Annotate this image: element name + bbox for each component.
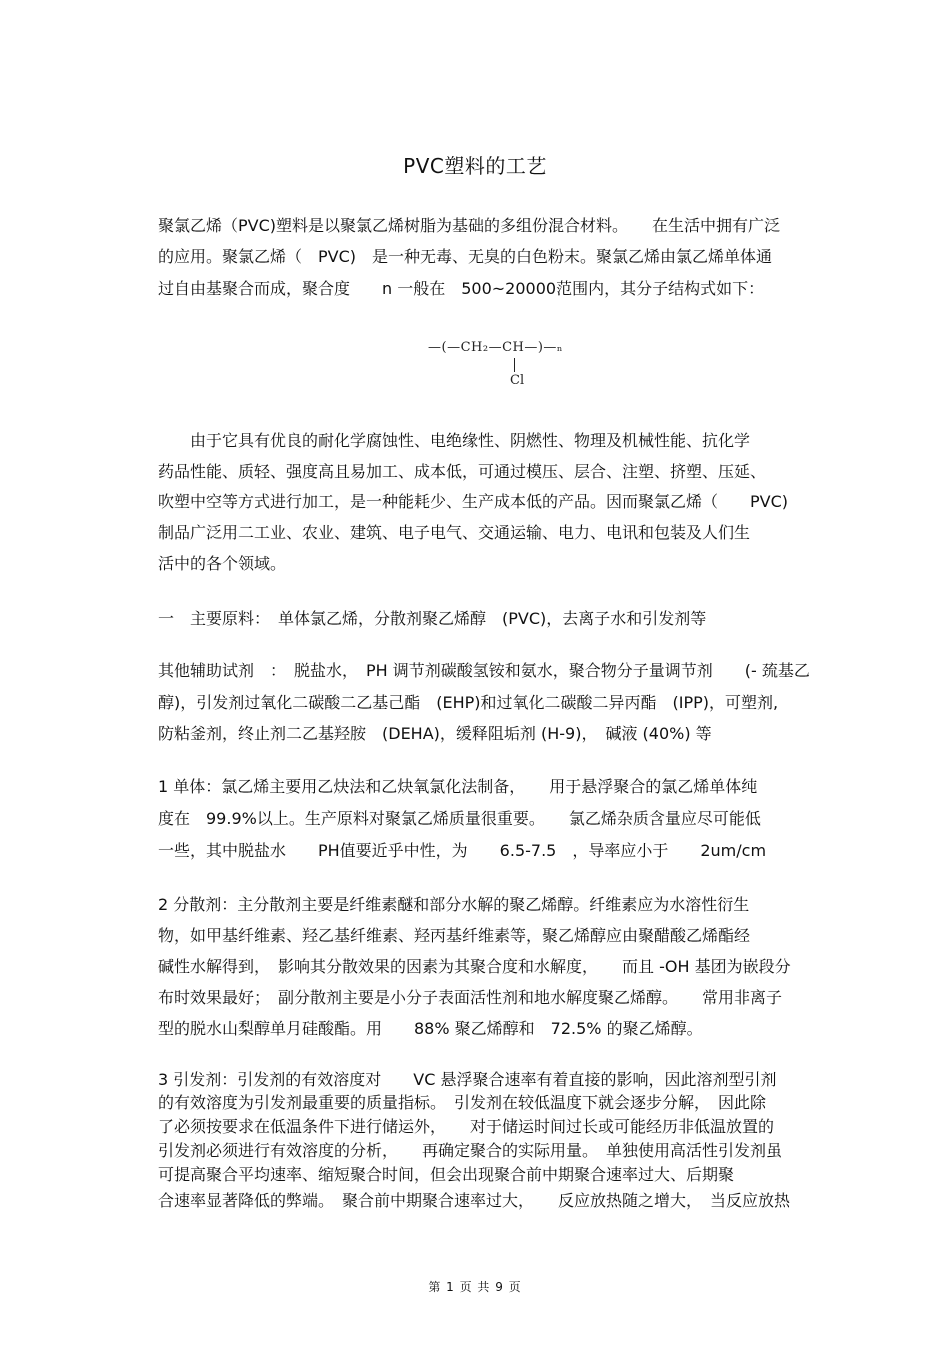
text-line: 2 分散剂：主分散剂主要是纤维素醚和部分水解的聚乙烯醇。纤维素应为水溶性衍生 — [158, 895, 750, 914]
pvc-structural-formula — [428, 340, 598, 392]
text-line: 物，如甲基纤维素、羟乙基纤维素、羟丙基纤维素等，聚乙烯醇应由聚醋酸乙烯酯经 — [158, 926, 751, 945]
formula-main-chain: —(—CH₂—CH—)—ₙ — [428, 340, 564, 355]
text-line: 其他辅助试剂 ： 脱盐水， PH 调节剂碳酸氢铵和氨水，聚合物分子量调节剂 (- 巯基乙 — [158, 661, 810, 680]
text-line: 一些，其中脱盐水 PH值要近乎中性，为 6.5-7.5 ，导率应小于 2um/cm — [158, 841, 767, 860]
text-line: 3 引发剂：引发剂的有效溶度对 VC 悬浮聚合速率有着直接的影响，因此溶剂型引剂 — [158, 1070, 777, 1089]
text-line: 1 单体：氯乙烯主要用乙炔法和乙炔氧氯化法制备， 用于悬浮聚合的氯乙烯单体纯 — [158, 777, 758, 796]
text-line: 布时效果最好； 副分散剂主要是小分子表面活性剂和地水解度聚乙烯醇。 常用非离子 — [158, 988, 783, 1007]
text-line: 药品性能、质轻、强度高且易加工、成本低，可通过模压、层合、注塑、挤塑、压延、 — [158, 462, 767, 481]
text-line: 的有效溶度为引发剂最重要的质量指标。 引发剂在较低温度下就会逐步分解， 因此除 — [158, 1093, 767, 1112]
formula-chlorine: Cl — [510, 373, 525, 388]
text-line: 聚氯乙烯（PVC)塑料是以聚氯乙烯树脂为基础的多组份混合材料。 在生活中拥有广泛 — [158, 216, 781, 235]
text-line: 了必须按要求在低温条件下进行储运外， 对于储运时间过长或可能经历非低温放置的 — [158, 1117, 775, 1136]
text-line: 醇)，引发剂过氧化二碳酸二乙基己酯 (EHP)和过氧化二碳酸二异丙酯 (IPP)，可塑剂, — [158, 693, 779, 712]
text-line: 可提高聚合平均速率、缩短聚合时间，但会出现聚合前中期聚合速率过大、后期聚 — [158, 1165, 735, 1184]
formula-bond — [514, 358, 515, 372]
text-line: 制品广泛用二工业、农业、建筑、电子电气、交通运输、电力、电讯和包装及人们生 — [158, 523, 751, 542]
text-line: 一 主要原料： 单体氯乙烯，分散剂聚乙烯醇 (PVC)，去离子水和引发剂等 — [158, 609, 707, 628]
text-line: 度在 99.9%以上。生产原料对聚氯乙烯质量很重要。 氯乙烯杂质含量应尽可能低 — [158, 809, 761, 828]
text-line: 防粘釜剂，终止剂二乙基羟胺 (DEHA)，缓释阻垢剂 (H-9)， 碱液 (40%) 等 — [158, 724, 712, 743]
text-line: 活中的各个领域。 — [158, 554, 287, 573]
text-line: 碱性水解得到， 影响其分散效果的因素为其聚合度和水解度， 而且 -OH 基团为嵌段分 — [158, 957, 791, 976]
text-line: 型的脱水山梨醇单月硅酸酯。用 88% 聚乙烯醇和 72.5% 的聚乙烯醇。 — [158, 1019, 703, 1038]
document-title: PVC塑料的工艺 — [403, 154, 547, 178]
text-line: 引发剂必须进行有效溶度的分析， 再确定聚合的实际用量。 单独使用高活性引发剂虽 — [158, 1141, 783, 1160]
page-footer: 第 1 页 共 9 页 — [428, 1280, 522, 1294]
text-line: 合速率显著降低的弊端。 聚合前中期聚合速率过大， 反应放热随之增大， 当反应放热 — [158, 1191, 791, 1210]
text-line: 吹塑中空等方式进行加工，是一种能耗少、生产成本低的产品。因而聚氯乙烯（ PVC) — [158, 492, 789, 511]
text-line: 过自由基聚合而成，聚合度 n 一般在 500~20000范围内，其分子结构式如下： — [158, 279, 765, 298]
text-line: 的应用。聚氯乙烯（ PVC) 是一种无毒、无臭的白色粉末。聚氯乙烯由氯乙烯单体通 — [158, 247, 773, 266]
text-line: 由于它具有优良的耐化学腐蚀性、电绝缘性、阴燃性、物理及机械性能、抗化学 — [158, 431, 751, 450]
